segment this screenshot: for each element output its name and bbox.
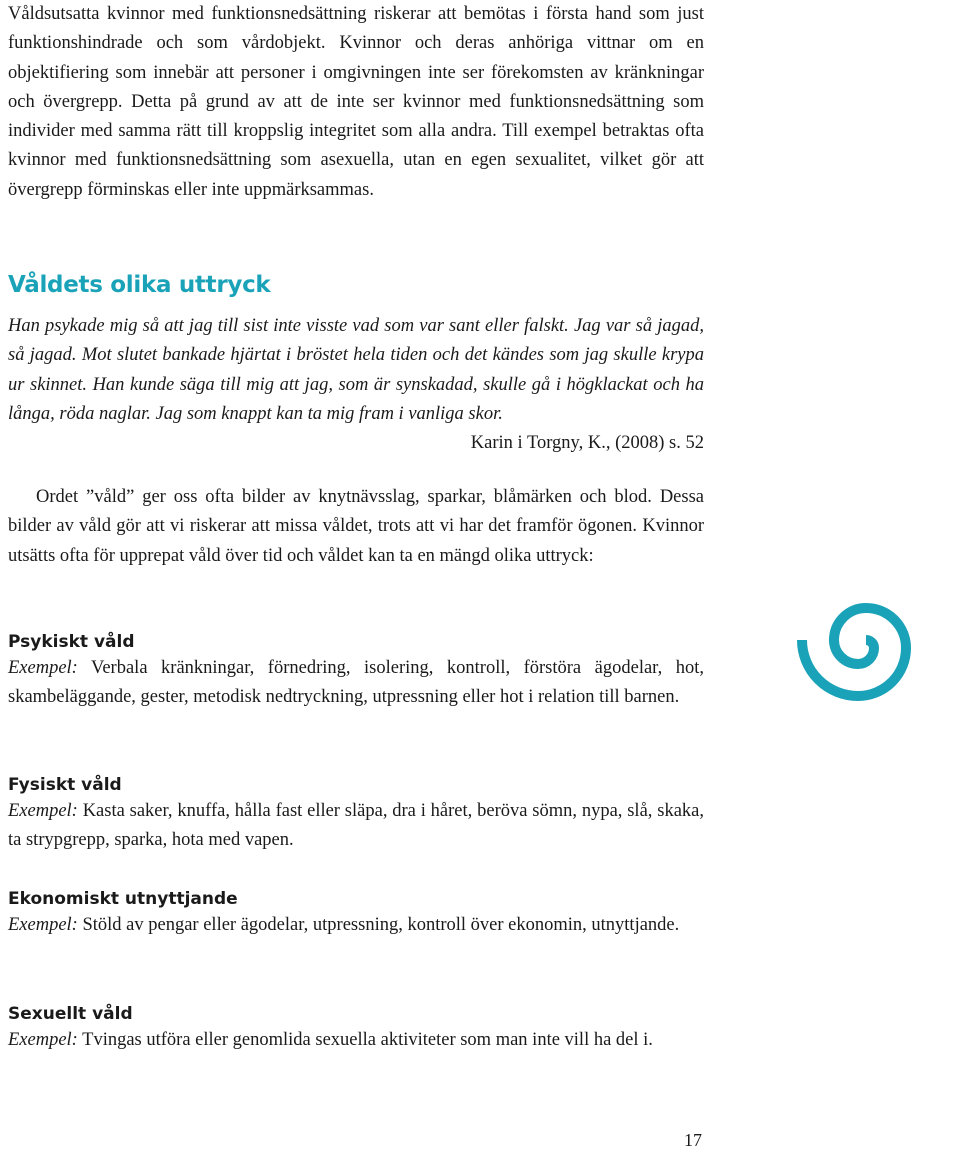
type-description [8, 1026, 704, 1055]
body-paragraph: Ordet ”våld” ger oss ofta bilder av knytnävsslag, sparkar, blåmärken och blod. Dessa bilder av våld gör att vi riskerar att missa våldet, trots att vi har det framför ögonen. Kvinnor utsätts ofta för upprepat våld över tid och våldet kan ta en mängd olika uttryck: [8, 487, 704, 566]
example-text: Stöld av pengar eller ägodelar, utpressning, kontroll över ekonomin, utnyttjande. [77, 915, 680, 935]
type-fysiskt [8, 773, 704, 856]
type-title: Psykiskt våld [8, 632, 135, 652]
example-label: Exempel: [8, 801, 78, 821]
quote-text: Han psykade mig så att jag till sist inte visste vad som var sant eller falskt. Jag var så jagad, så jagad. Mot slutet bankade hjärtat i bröstet hela tiden och det kändes som jag skulle krypa ur skinnet. Han kunde säga till mig att jag, som är synskadad, skulle gå i högklackat och ha långa, röda naglar. Jag som knappt kan ta mig fram i vanliga skor. [8, 316, 704, 424]
example-text: Verbala kränkningar, förnedring, isolering, kontroll, förstöra ägodelar, hot, skambeläggande, gester, metodisk nedtryckning, utpressning eller hot i relation till barnen. [8, 658, 704, 708]
intro-block [8, 0, 704, 205]
type-title: Ekonomiskt utnyttjande [8, 889, 238, 909]
example-text: Kasta saker, knuffa, hålla fast eller släpa, dra i håret, beröva sömn, nypa, slå, skaka, ta strypgrepp, sparka, hota med vapen. [8, 801, 704, 851]
page-number: 17 [684, 1130, 702, 1150]
type-description [8, 654, 704, 713]
type-description [8, 797, 704, 856]
example-label: Exempel: [8, 915, 78, 935]
intro-paragraph: Våldsutsatta kvinnor med funktionsnedsättning riskerar att bemötas i första hand som just funktionshindrade och som vårdobjekt. Kvinnor och deras anhöriga vittnar om en objektifiering som innebär att personer i omgivningen inte ser förekomsten av kränkningar och övergrepp. Detta på grund av att de inte ser kvinnor med funktionsnedsättning som individer med samma rätt till kroppslig integritet som alla andra. Till exempel betraktas ofta kvinnor med funktionsnedsättning som asexuella, utan en egen sexualitet, vilket gör att övergrepp förminskas eller inte uppmärksammas. [8, 4, 704, 200]
section-heading: Våldets olika uttryck [8, 272, 271, 298]
spiral-icon [786, 580, 946, 750]
type-sexuellt [8, 1002, 704, 1055]
type-ekonomiskt [8, 887, 704, 940]
example-label: Exempel: [8, 658, 78, 678]
example-text: Tvingas utföra eller genomlida sexuella aktiviteter som man inte vill ha del i. [77, 1030, 653, 1050]
body-block [8, 483, 704, 571]
quote-block [8, 312, 704, 458]
section-heading-block [8, 270, 704, 300]
quote-citation: Karin i Torgny, K., (2008) s. 52 [470, 433, 704, 454]
type-title: Sexuellt våld [8, 1004, 133, 1024]
example-label: Exempel: [8, 1030, 78, 1050]
type-title: Fysiskt våld [8, 775, 122, 795]
type-psykiskt [8, 630, 704, 713]
type-description [8, 911, 704, 940]
